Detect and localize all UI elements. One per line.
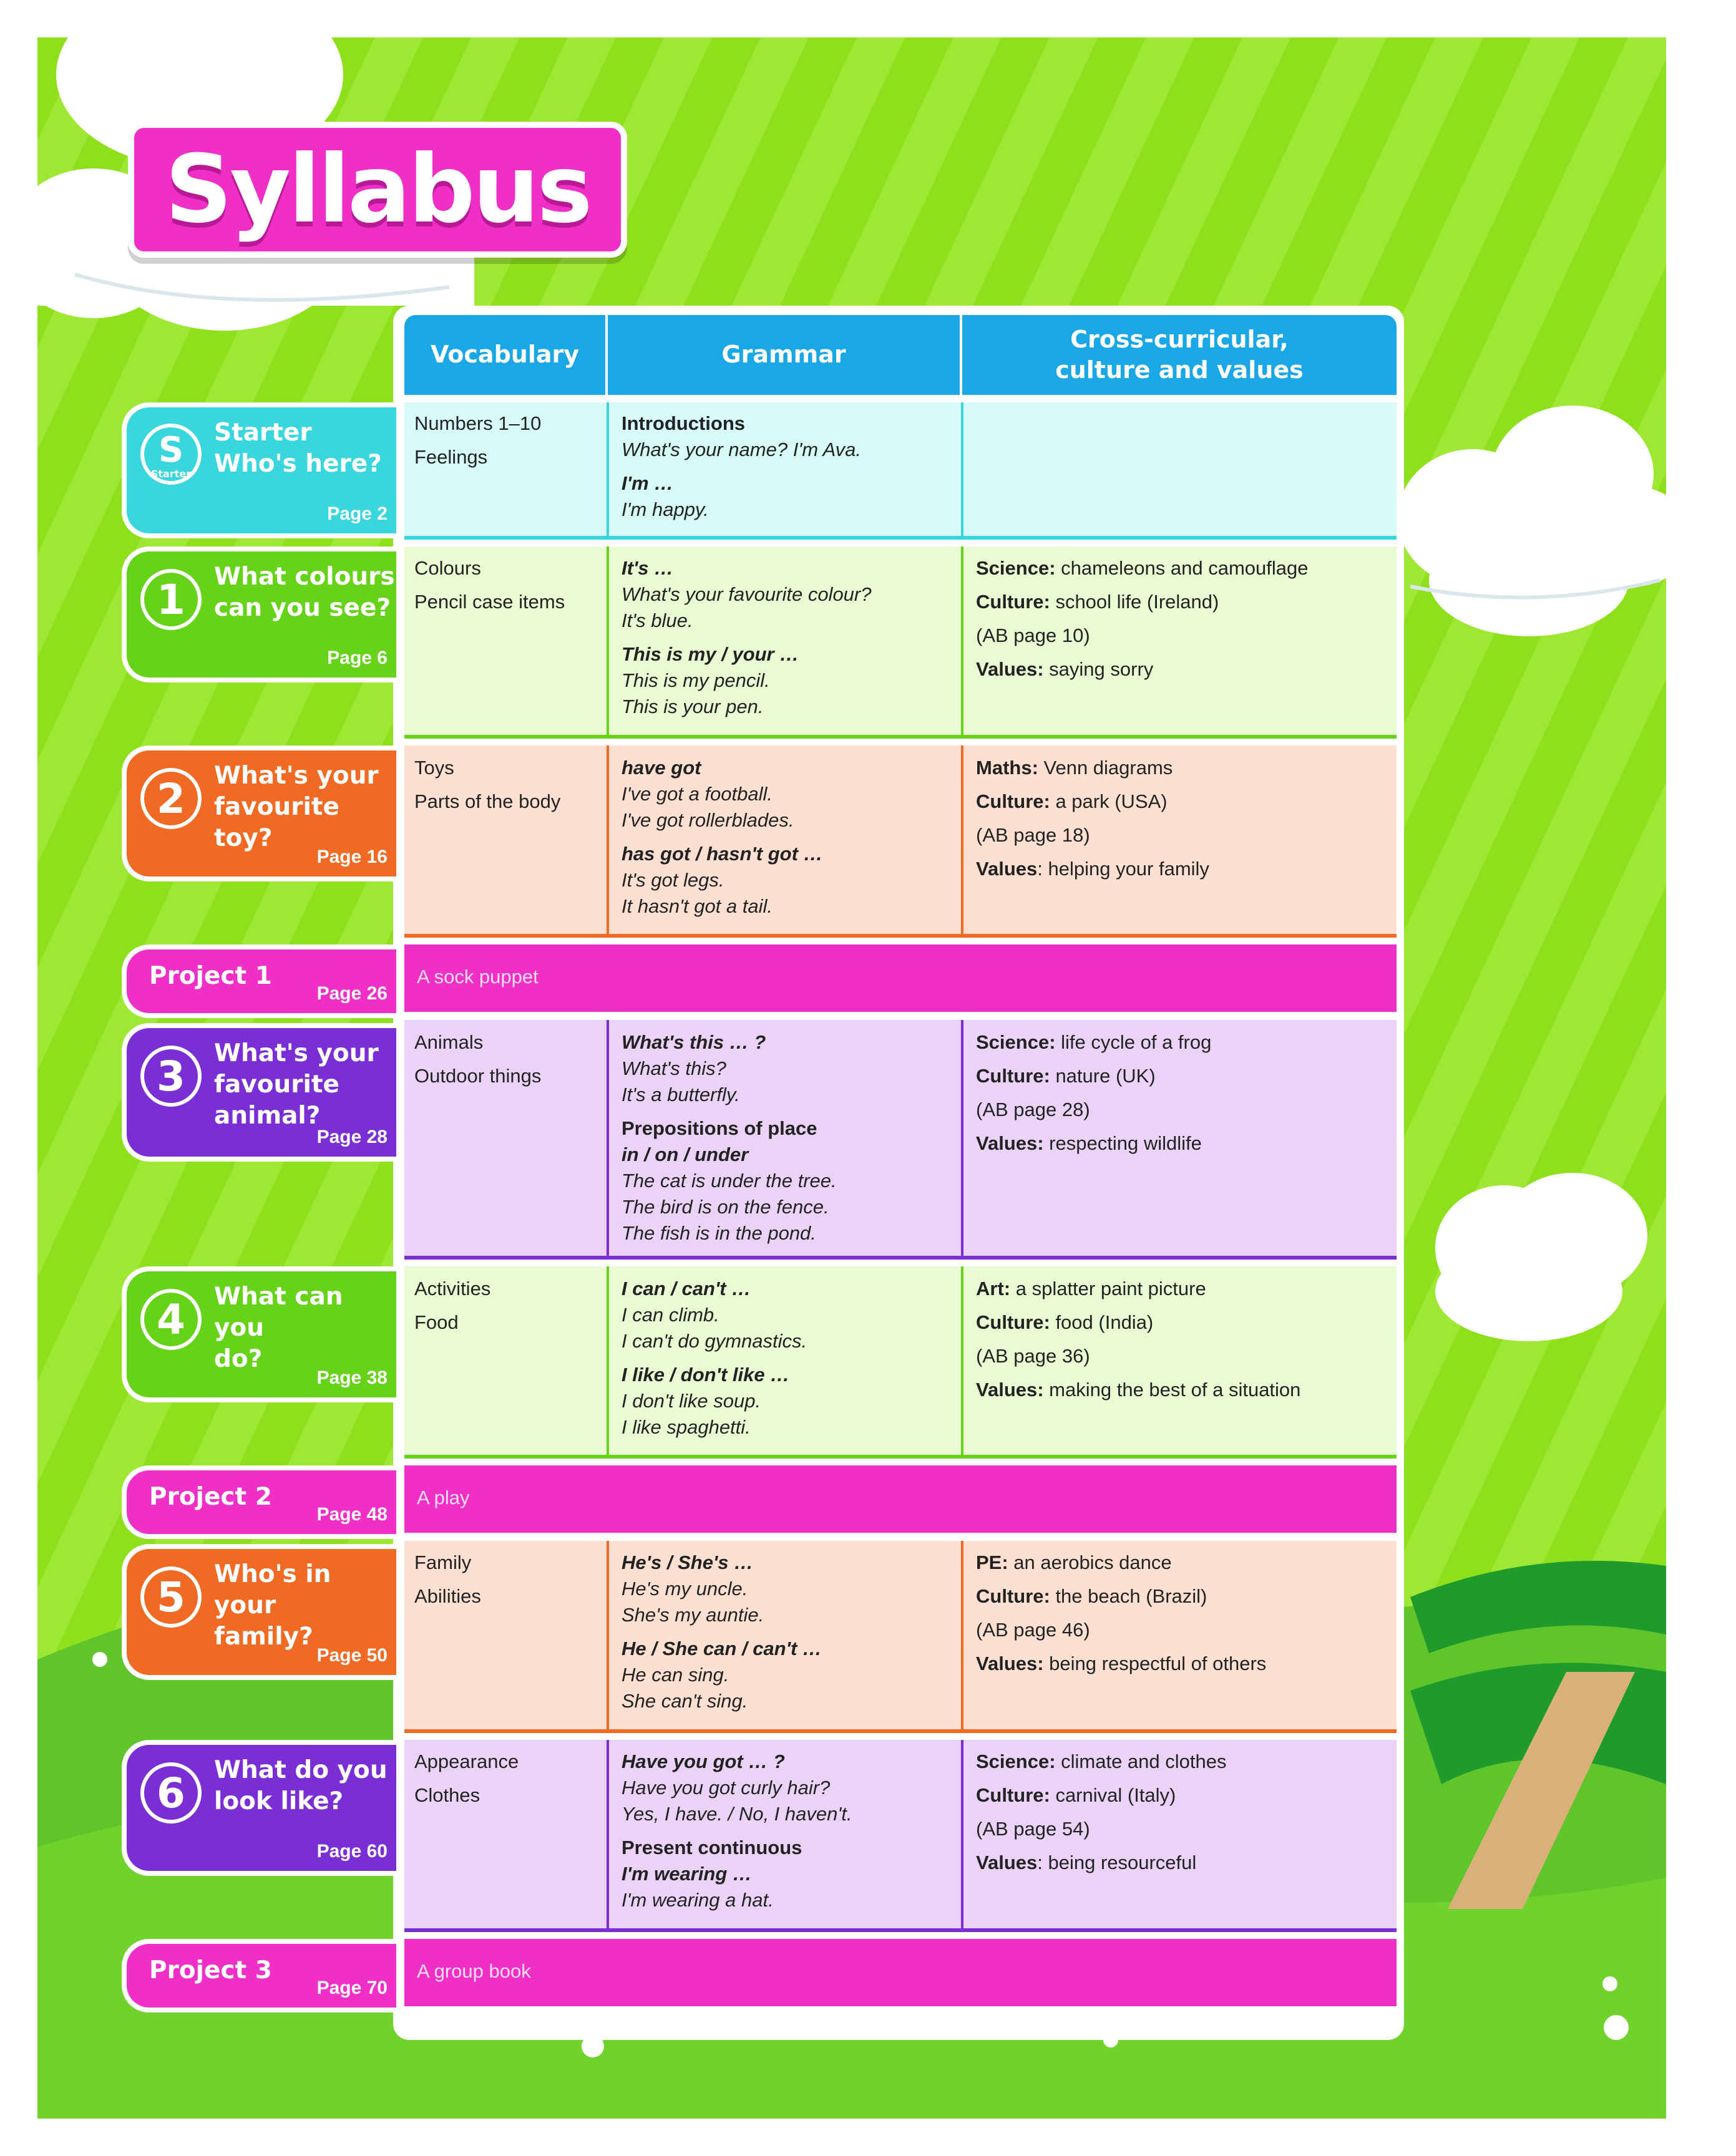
unit2-cross-curricular (976, 755, 1209, 890)
unit-title-line: look like? (214, 1787, 344, 1815)
grammar-example: I've got a football. (622, 783, 773, 805)
cross-text: nature (UK) (1050, 1065, 1156, 1087)
unit3-row (404, 1020, 1397, 1258)
grammar-example: I've got rollerblades. (622, 809, 794, 831)
unit4-grammar (622, 1276, 807, 1440)
grammar-example: I'm happy. (622, 498, 709, 520)
vocab-item: Pencil case items (414, 591, 565, 613)
unit-title-line: What's your (214, 1039, 379, 1067)
unit-page: Page 6 (327, 648, 388, 668)
grammar-example: Yes, I have. / No, I haven't. (622, 1803, 852, 1825)
project-page: Page 48 (316, 1504, 388, 1525)
unit1-cross-curricular (976, 555, 1309, 690)
badge-number: 4 (157, 1295, 185, 1344)
unit-title-line: Who's here? (214, 450, 382, 478)
grammar-heading: has got / hasn't got … (622, 843, 823, 865)
unit-title (214, 1038, 379, 1132)
unit-tab-2[interactable] (122, 745, 396, 881)
project3-row (404, 1939, 1397, 2006)
unit-title-line: Who's in your (214, 1560, 331, 1619)
vocab-item: Toys (414, 757, 454, 779)
cross-text: chameleons and camouflage (1055, 557, 1309, 579)
unit5-cross-curricular (976, 1550, 1266, 1684)
cross-text: : helping your family (1037, 858, 1209, 880)
grammar-heading: He / She can / can't … (622, 1638, 822, 1659)
starter-row (404, 402, 1397, 538)
col-divider (961, 745, 963, 936)
unit-title (214, 1281, 396, 1375)
unit1-vocabulary (414, 555, 565, 623)
cross-text: an aerobics dance (1008, 1551, 1172, 1573)
project-title: Project 1 (149, 962, 272, 990)
cross-label: Values (976, 1852, 1038, 1873)
col-divider (961, 1266, 963, 1457)
col-divider (961, 1020, 963, 1258)
vocab-item: Colours (414, 557, 481, 579)
unit-title (214, 561, 395, 624)
col-divider (607, 1541, 609, 1732)
starter-grammar (622, 410, 861, 523)
grammar-example: She can't sing. (622, 1690, 748, 1712)
badge-number: 5 (157, 1573, 185, 1621)
project-title: Project 3 (149, 1956, 272, 1984)
unit-tab-3[interactable] (122, 1023, 396, 1162)
unit2-grammar (622, 755, 823, 920)
unit-number-badge (140, 1289, 202, 1350)
unit-title-line: What's your (214, 762, 379, 790)
unit2-vocabulary (414, 755, 560, 822)
vocab-item: Abilities (414, 1585, 481, 1607)
unit-tab-6[interactable] (122, 1740, 396, 1876)
cross-text: : being resourceful (1037, 1852, 1197, 1873)
col-divider (961, 402, 963, 538)
cross-text: school life (Ireland) (1050, 591, 1219, 613)
grammar-heading: He's / She's … (622, 1551, 754, 1573)
grammar-heading: I like / don't like … (622, 1364, 790, 1386)
unit-title-line: animal? (214, 1102, 321, 1130)
col-divider (607, 745, 609, 936)
grammar-subheading: in / on / under (622, 1144, 749, 1165)
unit4-vocabulary (414, 1276, 490, 1343)
unit-number-badge (140, 768, 202, 829)
cross-label: Science: (976, 557, 1056, 579)
unit-number-badge (140, 1046, 202, 1107)
unit-title-line: favourite toy? (214, 793, 339, 852)
project-tab-3[interactable] (122, 1939, 396, 2013)
unit3-row-line (404, 1256, 1397, 1260)
cross-label: Science: (976, 1031, 1056, 1053)
col-divider (607, 402, 609, 538)
project2-description: A play (417, 1487, 470, 1508)
unit3-grammar (622, 1029, 837, 1246)
vocab-item: Appearance (414, 1751, 519, 1772)
cross-label: Culture: (976, 1585, 1050, 1607)
cross-text: (AB page 10) (976, 624, 1090, 646)
unit-tab-4[interactable] (122, 1266, 396, 1402)
project3-description: A group book (417, 1960, 531, 1982)
unit5-grammar (622, 1550, 822, 1714)
vocab-item: Numbers 1–10 (414, 412, 542, 434)
badge-number: 3 (157, 1052, 185, 1100)
col-divider (961, 1541, 963, 1732)
header-cross-line1: Cross-curricular, (1070, 325, 1289, 353)
unit-tab-1[interactable] (122, 546, 396, 682)
grammar-example: He can sing. (622, 1664, 729, 1686)
unit-page: Page 16 (316, 847, 388, 867)
unit5-row-line (404, 1729, 1397, 1733)
unit-page: Page 50 (316, 1645, 388, 1666)
title-banner (128, 122, 627, 258)
col-divider (607, 546, 609, 737)
cross-label: Values: (976, 1132, 1044, 1154)
grammar-subheading: I'm wearing … (622, 1863, 752, 1885)
cross-text: making the best of a situation (1043, 1379, 1301, 1401)
grammar-example: Have you got curly hair? (622, 1777, 831, 1799)
badge-letter: S (158, 429, 184, 470)
badge-number: 6 (157, 1769, 185, 1817)
cross-label: Culture: (976, 790, 1050, 812)
grammar-example: The bird is on the fence. (622, 1196, 829, 1218)
unit-page: Page 38 (316, 1367, 388, 1388)
cross-text: climate and clothes (1055, 1751, 1227, 1772)
unit-title (214, 417, 382, 480)
cross-text: food (India) (1050, 1311, 1154, 1333)
starter-badge (140, 424, 202, 485)
grammar-example: It's a butterfly. (622, 1084, 740, 1105)
grammar-heading: Have you got … ? (622, 1751, 785, 1772)
cross-text: a park (USA) (1050, 790, 1168, 812)
vocab-item: Food (414, 1311, 459, 1333)
cross-label: Art: (976, 1278, 1011, 1299)
grammar-example: It hasn't got a tail. (622, 895, 773, 917)
grammar-example: I can't do gymnastics. (622, 1330, 807, 1352)
grammar-example: I like spaghetti. (622, 1416, 751, 1438)
vocab-item: Outdoor things (414, 1065, 542, 1087)
vocab-item: Clothes (414, 1784, 480, 1806)
grammar-heading: Introductions (622, 412, 746, 434)
project-page: Page 70 (316, 1978, 388, 1998)
page-title: Syllabus (165, 135, 590, 244)
unit-title-line: What colours (214, 563, 395, 591)
cross-label: PE: (976, 1551, 1008, 1573)
cross-text: a splatter paint picture (1010, 1278, 1206, 1299)
unit3-vocabulary (414, 1029, 541, 1097)
unit1-grammar (622, 555, 872, 720)
unit-title-line: can you see? (214, 594, 391, 622)
cross-text: carnival (Italy) (1050, 1784, 1176, 1806)
unit-number-badge (140, 1566, 202, 1628)
cross-text: saying sorry (1043, 658, 1154, 680)
col-divider (607, 1020, 609, 1258)
cross-text: life cycle of a frog (1055, 1031, 1212, 1053)
col-divider (607, 1740, 609, 1931)
cross-label: Values: (976, 1653, 1044, 1674)
cross-text: (AB page 54) (976, 1818, 1090, 1840)
unit-title (214, 1559, 396, 1653)
unit6-row-line (404, 1928, 1397, 1932)
cross-text: (AB page 18) (976, 824, 1090, 846)
grammar-heading: This is my / your … (622, 643, 799, 665)
cross-label: Culture: (976, 1311, 1050, 1333)
unit-title (214, 1755, 388, 1817)
unit6-cross-curricular (976, 1749, 1227, 1883)
unit5-vocabulary (414, 1550, 481, 1617)
grammar-example: I can climb. (622, 1304, 719, 1326)
unit-tab-starter[interactable] (122, 402, 396, 538)
grammar-example: I'm wearing a hat. (622, 1889, 774, 1911)
unit-title-line: What do you (214, 1756, 388, 1784)
project-page: Page 26 (316, 983, 388, 1004)
vocab-item: Animals (414, 1031, 484, 1053)
vocab-item: Parts of the body (414, 790, 561, 812)
unit-title (214, 760, 396, 854)
unit-tab-5[interactable] (122, 1544, 396, 1680)
cross-label: Maths: (976, 757, 1038, 779)
project1-description: A sock puppet (417, 966, 539, 988)
unit-title-line: do? (214, 1345, 263, 1373)
project2-row (404, 1465, 1397, 1533)
cross-text: (AB page 28) (976, 1099, 1090, 1120)
project-tab-1[interactable] (122, 944, 396, 1018)
unit6-row (404, 1740, 1397, 1931)
cross-text: being respectful of others (1043, 1653, 1267, 1674)
header-grammar (608, 315, 960, 395)
cross-label: Values: (976, 658, 1044, 680)
starter-vocabulary (414, 410, 541, 478)
cross-text: (AB page 36) (976, 1345, 1090, 1367)
cross-text: respecting wildlife (1043, 1132, 1202, 1154)
col-divider (607, 1266, 609, 1457)
header-vocabulary (404, 315, 605, 395)
cross-text: the beach (Brazil) (1050, 1585, 1207, 1607)
unit-page: Page 60 (316, 1841, 388, 1862)
unit-title-line: What can you (214, 1283, 343, 1342)
unit-title-line: favourite (214, 1071, 339, 1099)
starter-row-line (404, 536, 1397, 540)
grammar-heading: I'm … (622, 472, 674, 494)
grammar-heading: I can / can't … (622, 1278, 751, 1299)
header-cross-line2: culture and values (1055, 356, 1304, 384)
cross-label: Values (976, 858, 1038, 880)
grammar-example: What's your name? I'm Ava. (622, 439, 861, 460)
unit1-row-line (404, 735, 1397, 739)
header-grammar-label: Grammar (721, 341, 846, 369)
unit3-cross-curricular (976, 1029, 1211, 1164)
cross-text: (AB page 46) (976, 1619, 1090, 1641)
unit-title-line: Starter (214, 419, 312, 447)
grammar-example: What's your favourite colour? (622, 583, 872, 605)
unit-number-badge (140, 569, 202, 630)
grammar-example: What's this? (622, 1057, 726, 1079)
unit-page: Page 2 (327, 503, 388, 524)
unit-page: Page 28 (316, 1127, 388, 1147)
unit4-row-line (404, 1455, 1397, 1459)
cross-label: Values: (976, 1379, 1044, 1401)
cross-label: Science: (976, 1751, 1056, 1772)
grammar-example: I don't like soup. (622, 1390, 761, 1412)
grammar-heading: Prepositions of place (622, 1117, 817, 1139)
header-vocabulary-label: Vocabulary (430, 341, 580, 369)
badge-subtitle: Starter (150, 468, 192, 480)
unit-title-line: family? (214, 1623, 313, 1651)
grammar-heading: What's this … ? (622, 1031, 766, 1053)
vocab-item: Family (414, 1551, 472, 1573)
grammar-example: He's my uncle. (622, 1578, 748, 1600)
grammar-heading: have got (622, 757, 701, 779)
col-divider (961, 1740, 963, 1931)
grammar-example: This is your pen. (622, 696, 764, 717)
grammar-example: It's got legs. (622, 869, 724, 891)
unit-number-badge (140, 1762, 202, 1823)
grammar-example: The fish is in the pond. (622, 1222, 816, 1244)
col-divider (961, 546, 963, 737)
project1-row (404, 944, 1397, 1012)
grammar-example: She's my auntie. (622, 1604, 764, 1626)
grammar-example: This is my pencil. (622, 669, 770, 691)
grammar-heading: Present continuous (622, 1837, 802, 1858)
project-title: Project 2 (149, 1483, 272, 1511)
vocab-item: Activities (414, 1278, 491, 1299)
cross-label: Culture: (976, 1784, 1050, 1806)
badge-number: 2 (157, 774, 185, 823)
unit6-vocabulary (414, 1749, 519, 1816)
unit4-cross-curricular (976, 1276, 1300, 1411)
grammar-example: It's blue. (622, 609, 693, 631)
cross-label: Culture: (976, 591, 1050, 613)
vocab-item: Feelings (414, 446, 488, 468)
project-tab-2[interactable] (122, 1465, 396, 1539)
badge-number: 1 (157, 575, 185, 624)
unit2-row-line (404, 934, 1397, 938)
unit6-grammar (622, 1749, 852, 1913)
header-cross-curricular (962, 315, 1397, 395)
grammar-heading: It's … (622, 557, 674, 579)
cross-label: Culture: (976, 1065, 1050, 1087)
cross-text: Venn diagrams (1038, 757, 1173, 779)
grammar-example: The cat is under the tree. (622, 1170, 837, 1192)
